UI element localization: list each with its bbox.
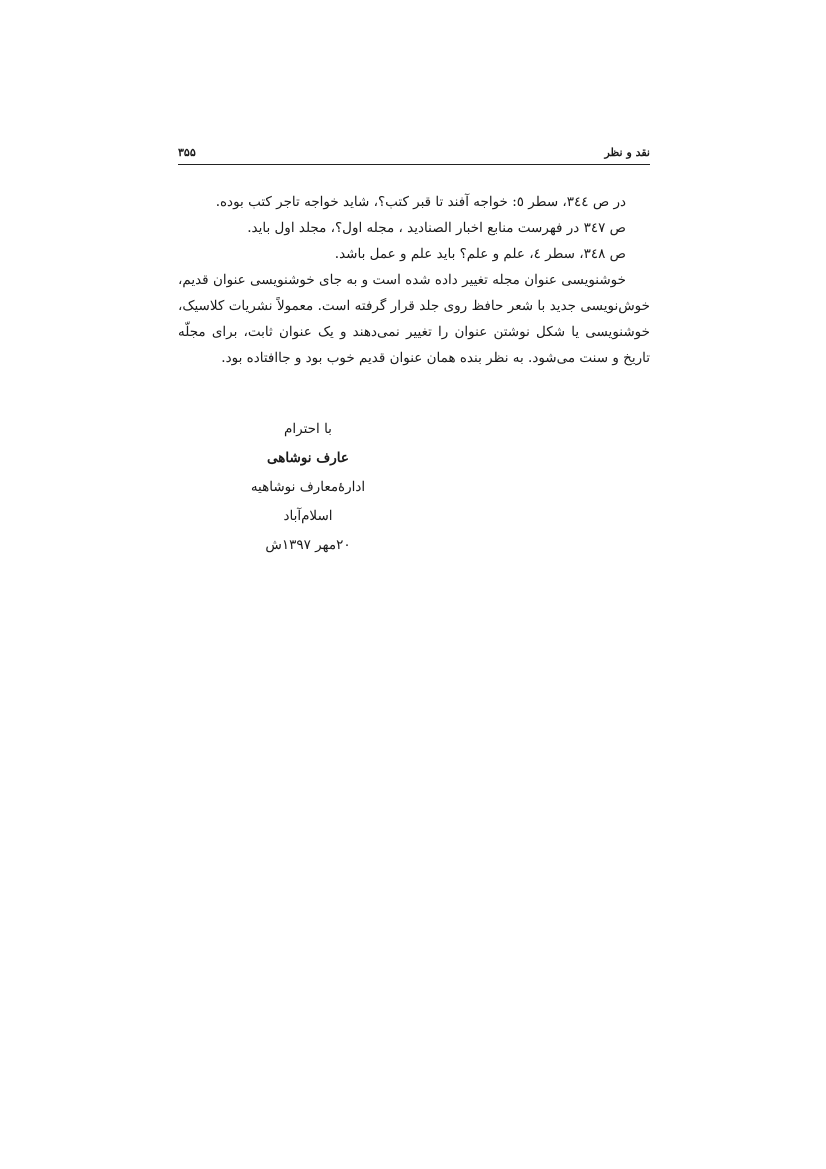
letter-body (178, 189, 650, 371)
author-name: عارف نوشاهی (267, 450, 349, 466)
organization-name: ادارۀمعارف نوشاهیه (250, 479, 366, 495)
correction-line-2: ص ٣٤٧ در فهرست منابع اخبار الصنادید ، مجله اول؟، مجلد اول باید. (247, 220, 626, 236)
closing-text: با احترام (284, 421, 332, 437)
city-name: اسلام‌آباد (283, 508, 333, 524)
page-number: ۳۵۵ (178, 146, 196, 159)
running-header (178, 146, 650, 165)
signature-block (248, 415, 368, 560)
correction-line-1: در ص ٣٤٤، سطر ٥: خواجه آفند تا قبر کتب؟، شاید خواجه تاجر کتب بوده. (215, 194, 626, 210)
section-title: نقد و نظر (604, 146, 650, 159)
calligraphy-paragraph: خوشنویسی عنوان مجله تغییر داده شده است و به جای خوشنویسی عنوان قدیم، خوش‌نویسی جدید با شعر حافظ روی جلد قرار گرفته است. معمولاً نشریات کلاسیک، خوشنویسی یا شکل نوشتن عنوان را تغییر نمی‌دهند و یک عنوان ثابت، برای مجلّه تاریخ و سنت می‌شود. به نظر بنده همان عنوان قدیم خوب بود و جاافتاده بود. (178, 272, 650, 366)
correction-line-3: ص ٣٤٨، سطر ٤، علم و علم؟ باید علم و عمل باشد. (334, 246, 626, 262)
letter-date: ۲۰مهر ۱۳۹۷ش (265, 537, 351, 553)
